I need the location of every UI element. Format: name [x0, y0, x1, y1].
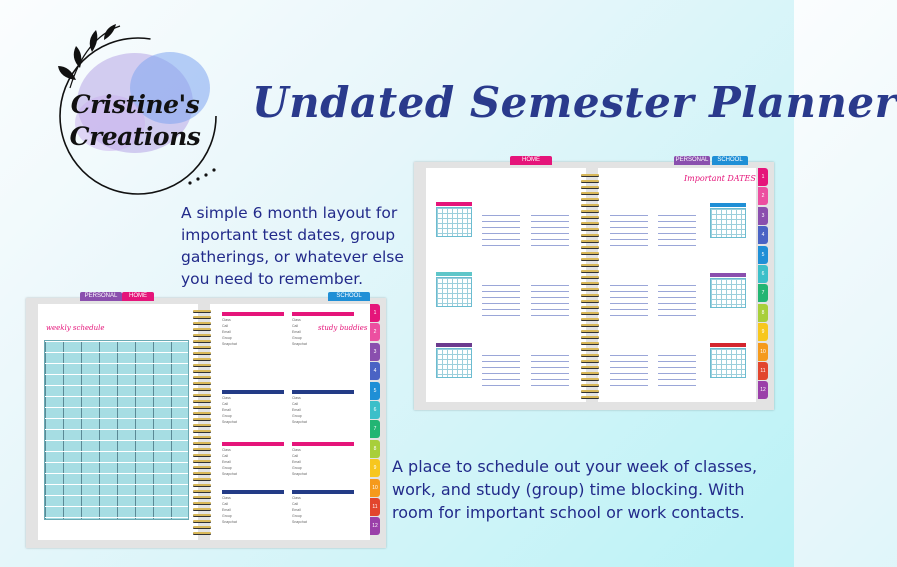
notes-lines: [658, 210, 696, 246]
contact-field: Group: [222, 336, 232, 340]
spiral-coil: [581, 270, 599, 272]
contact-field: Email: [292, 508, 301, 512]
notes-lines: [482, 210, 520, 246]
month-header: [436, 272, 472, 276]
spiral-coil: [193, 394, 211, 396]
contact-field: Group: [222, 414, 232, 418]
spiral-coil: [581, 318, 599, 320]
month-header: [710, 273, 746, 277]
spiral-coil: [193, 526, 211, 528]
spiral-coil: [193, 442, 211, 444]
spiral-coil: [193, 322, 211, 324]
logo-line1: Cristine's: [70, 90, 200, 119]
contact-field: Snapchat: [292, 472, 307, 476]
month-tab-1[interactable]: 1: [758, 168, 768, 186]
contact-field: Snapchat: [222, 520, 237, 524]
contact-header: [222, 442, 284, 446]
mini-calendar: [710, 278, 746, 308]
spiral-coil: [193, 484, 211, 486]
spiral-coil: [581, 354, 599, 356]
contact-field: Class: [292, 318, 301, 322]
spiral-coil: [193, 532, 211, 534]
contact-field: Snapchat: [292, 520, 307, 524]
page-title: Undated Semester Planner: [252, 78, 897, 127]
month-tab-3[interactable]: 3: [758, 207, 768, 225]
spiral-coil: [193, 364, 211, 366]
tab-personal[interactable]: PERSONAL: [675, 157, 709, 163]
month-tab-10[interactable]: 10: [370, 479, 380, 497]
tab-school[interactable]: SCHOOL: [712, 156, 748, 165]
spiral-coil: [193, 490, 211, 492]
contact-field: Call: [222, 454, 229, 458]
notes-lines: [658, 280, 696, 316]
spiral-coil: [581, 330, 599, 332]
spiral-coil: [193, 358, 211, 360]
contact-field: Email: [222, 330, 231, 334]
notes-lines: [482, 350, 520, 386]
contact-field: Email: [292, 330, 301, 334]
mini-calendar: [436, 277, 472, 307]
spiral-coil: [581, 282, 599, 284]
month-tab-8[interactable]: 8: [758, 304, 768, 322]
contact-field: Call: [292, 402, 299, 406]
contact-field: Snapchat: [222, 342, 237, 346]
month-tab-12[interactable]: 12: [370, 517, 380, 535]
spiral-coil: [193, 508, 211, 510]
contact-field: Snapchat: [292, 420, 307, 424]
notes-lines: [531, 350, 569, 386]
contact-field: Email: [292, 460, 301, 464]
month-header: [710, 203, 746, 207]
contact-field: Class: [292, 396, 301, 400]
spiral-coil: [581, 378, 599, 380]
description-bottom: A place to schedule out your week of classes, work, and study (group) time blocking. With room for important school or work contacts.: [392, 457, 758, 522]
month-header: [436, 202, 472, 206]
contact-header: [292, 490, 354, 494]
important-dates-title: Important DATES: [684, 174, 756, 183]
contact-field: Group: [292, 414, 302, 418]
spiral-coil: [193, 424, 211, 426]
spiral-coil: [193, 418, 211, 420]
spiral-coil: [193, 448, 211, 450]
spiral-coil: [193, 310, 211, 312]
spiral-coil: [193, 334, 211, 336]
month-tab-7[interactable]: 7: [758, 284, 768, 302]
month-tab-6[interactable]: 6: [370, 401, 380, 419]
spiral-coil: [193, 478, 211, 480]
spiral-coil: [581, 276, 599, 278]
spiral-coil: [581, 180, 599, 182]
contact-field: Call: [222, 502, 229, 506]
contact-field: Group: [292, 336, 302, 340]
spiral-coil: [581, 264, 599, 266]
month-tab-10[interactable]: 10: [758, 343, 768, 361]
contact-field: Group: [292, 466, 302, 470]
contact-field: Call: [222, 324, 229, 328]
spiral-coil: [581, 396, 599, 398]
contact-field: Snapchat: [222, 472, 237, 476]
spiral-coil: [193, 406, 211, 408]
notes-lines: [482, 280, 520, 316]
tab-home[interactable]: HOME: [122, 292, 154, 301]
spiral-coil: [581, 222, 599, 224]
spiral-coil: [193, 430, 211, 432]
spiral-coil: [193, 496, 211, 498]
spiral-coil: [193, 514, 211, 516]
spiral-coil: [581, 174, 599, 176]
contact-header: [292, 390, 354, 394]
spiral-coil: [193, 436, 211, 438]
spiral-coil: [193, 346, 211, 348]
spiral-coil: [193, 376, 211, 378]
month-tab-5[interactable]: 5: [370, 382, 380, 400]
mini-calendar: [710, 208, 746, 238]
contact-field: Email: [292, 408, 301, 412]
spiral-coil: [193, 454, 211, 456]
spiral-coil: [581, 324, 599, 326]
spiral-coil: [581, 336, 599, 338]
month-tab-4[interactable]: 4: [758, 226, 768, 244]
description-top: A simple 6 month layout for important test dates, group gatherings, or whatever else you need to remember.: [181, 204, 404, 288]
spiral-coil: [581, 294, 599, 296]
mini-calendar: [436, 348, 472, 378]
month-tab-12[interactable]: 12: [758, 381, 768, 399]
spiral-coil: [581, 228, 599, 230]
contact-field: Call: [292, 324, 299, 328]
contact-header: [222, 312, 284, 316]
month-tab-11[interactable]: 11: [758, 362, 768, 380]
month-tab-7[interactable]: 7: [370, 420, 380, 438]
month-tab-5[interactable]: 5: [758, 246, 768, 264]
contact-field: Email: [222, 508, 231, 512]
contact-field: Group: [222, 514, 232, 518]
spiral-coil: [581, 210, 599, 212]
contact-header: [292, 312, 354, 316]
month-tab-11[interactable]: 11: [370, 498, 380, 516]
notes-lines: [531, 210, 569, 246]
spiral-coil: [193, 340, 211, 342]
spiral-coil: [581, 186, 599, 188]
tab-personal[interactable]: PERSONAL: [80, 292, 122, 301]
month-tab-4[interactable]: 4: [370, 362, 380, 380]
spiral-coil: [193, 382, 211, 384]
contact-field: Email: [222, 408, 231, 412]
planner-weekly-schedule: [26, 293, 386, 548]
tab-school[interactable]: SCHOOL: [328, 292, 370, 301]
month-header: [710, 343, 746, 347]
contact-field: Group: [292, 514, 302, 518]
contact-field: Snapchat: [222, 420, 237, 424]
contact-field: Snapchat: [292, 342, 307, 346]
notes-lines: [531, 280, 569, 316]
mini-calendar: [710, 348, 746, 378]
spiral-coil: [581, 372, 599, 374]
tab-home[interactable]: HOME: [510, 156, 552, 165]
spiral-coil: [581, 216, 599, 218]
month-tab-6[interactable]: 6: [758, 265, 768, 283]
spiral-coil: [193, 460, 211, 462]
contact-field: Class: [222, 396, 231, 400]
spiral-coil: [581, 252, 599, 254]
spiral-coil: [581, 198, 599, 200]
month-tab-1[interactable]: 1: [370, 304, 380, 322]
contact-field: Class: [222, 318, 231, 322]
spiral-coil: [193, 520, 211, 522]
spiral-coil: [581, 258, 599, 260]
contact-field: Class: [292, 448, 301, 452]
spiral-coil: [193, 466, 211, 468]
spiral-coil: [193, 316, 211, 318]
weekly-schedule-title: weekly schedule: [46, 324, 105, 332]
notes-lines: [610, 350, 648, 386]
spiral-coil: [193, 472, 211, 474]
spiral-coil: [581, 234, 599, 236]
contact-header: [222, 490, 284, 494]
mini-calendar: [436, 207, 472, 237]
month-tab-3[interactable]: 3: [370, 343, 380, 361]
notes-lines: [658, 350, 696, 386]
contact-field: Class: [222, 448, 231, 452]
month-tab-8[interactable]: 8: [370, 440, 380, 458]
month-header: [436, 343, 472, 347]
month-tab-9[interactable]: 9: [370, 459, 380, 477]
planner-important-dates: [414, 157, 774, 410]
weekly-schedule-grid: [44, 340, 189, 520]
contact-field: Group: [222, 466, 232, 470]
spiral-coil: [193, 370, 211, 372]
spiral-coil: [193, 412, 211, 414]
spiral-coil: [193, 502, 211, 504]
month-tab-9[interactable]: 9: [758, 323, 768, 341]
contact-header: [222, 390, 284, 394]
spiral-coil: [581, 240, 599, 242]
spiral-coil: [581, 348, 599, 350]
contact-header: [292, 442, 354, 446]
logo: [40, 18, 230, 198]
contact-field: Call: [222, 402, 229, 406]
spiral-coil: [193, 400, 211, 402]
spiral-coil: [581, 390, 599, 392]
spiral-coil: [581, 306, 599, 308]
spiral-coil: [581, 342, 599, 344]
contact-field: Email: [222, 460, 231, 464]
spiral-coil: [581, 300, 599, 302]
spiral-coil: [581, 192, 599, 194]
spiral-coil: [581, 246, 599, 248]
spiral-coil: [193, 388, 211, 390]
month-tab-2[interactable]: 2: [758, 187, 768, 205]
spiral-coil: [581, 366, 599, 368]
spiral-coil: [581, 384, 599, 386]
spiral-coil: [193, 352, 211, 354]
spiral-coil: [581, 204, 599, 206]
contact-field: Call: [292, 502, 299, 506]
notes-lines: [610, 280, 648, 316]
spiral-coil: [193, 328, 211, 330]
month-tab-2[interactable]: 2: [370, 323, 380, 341]
spiral-coil: [581, 288, 599, 290]
spiral-coil: [581, 312, 599, 314]
study-buddies-title: study buddies: [318, 324, 368, 332]
spiral-coil: [581, 360, 599, 362]
contact-field: Class: [222, 496, 231, 500]
contact-field: Class: [292, 496, 301, 500]
contact-field: Call: [292, 454, 299, 458]
logo-line2: Creations: [69, 122, 201, 151]
notes-lines: [610, 210, 648, 246]
